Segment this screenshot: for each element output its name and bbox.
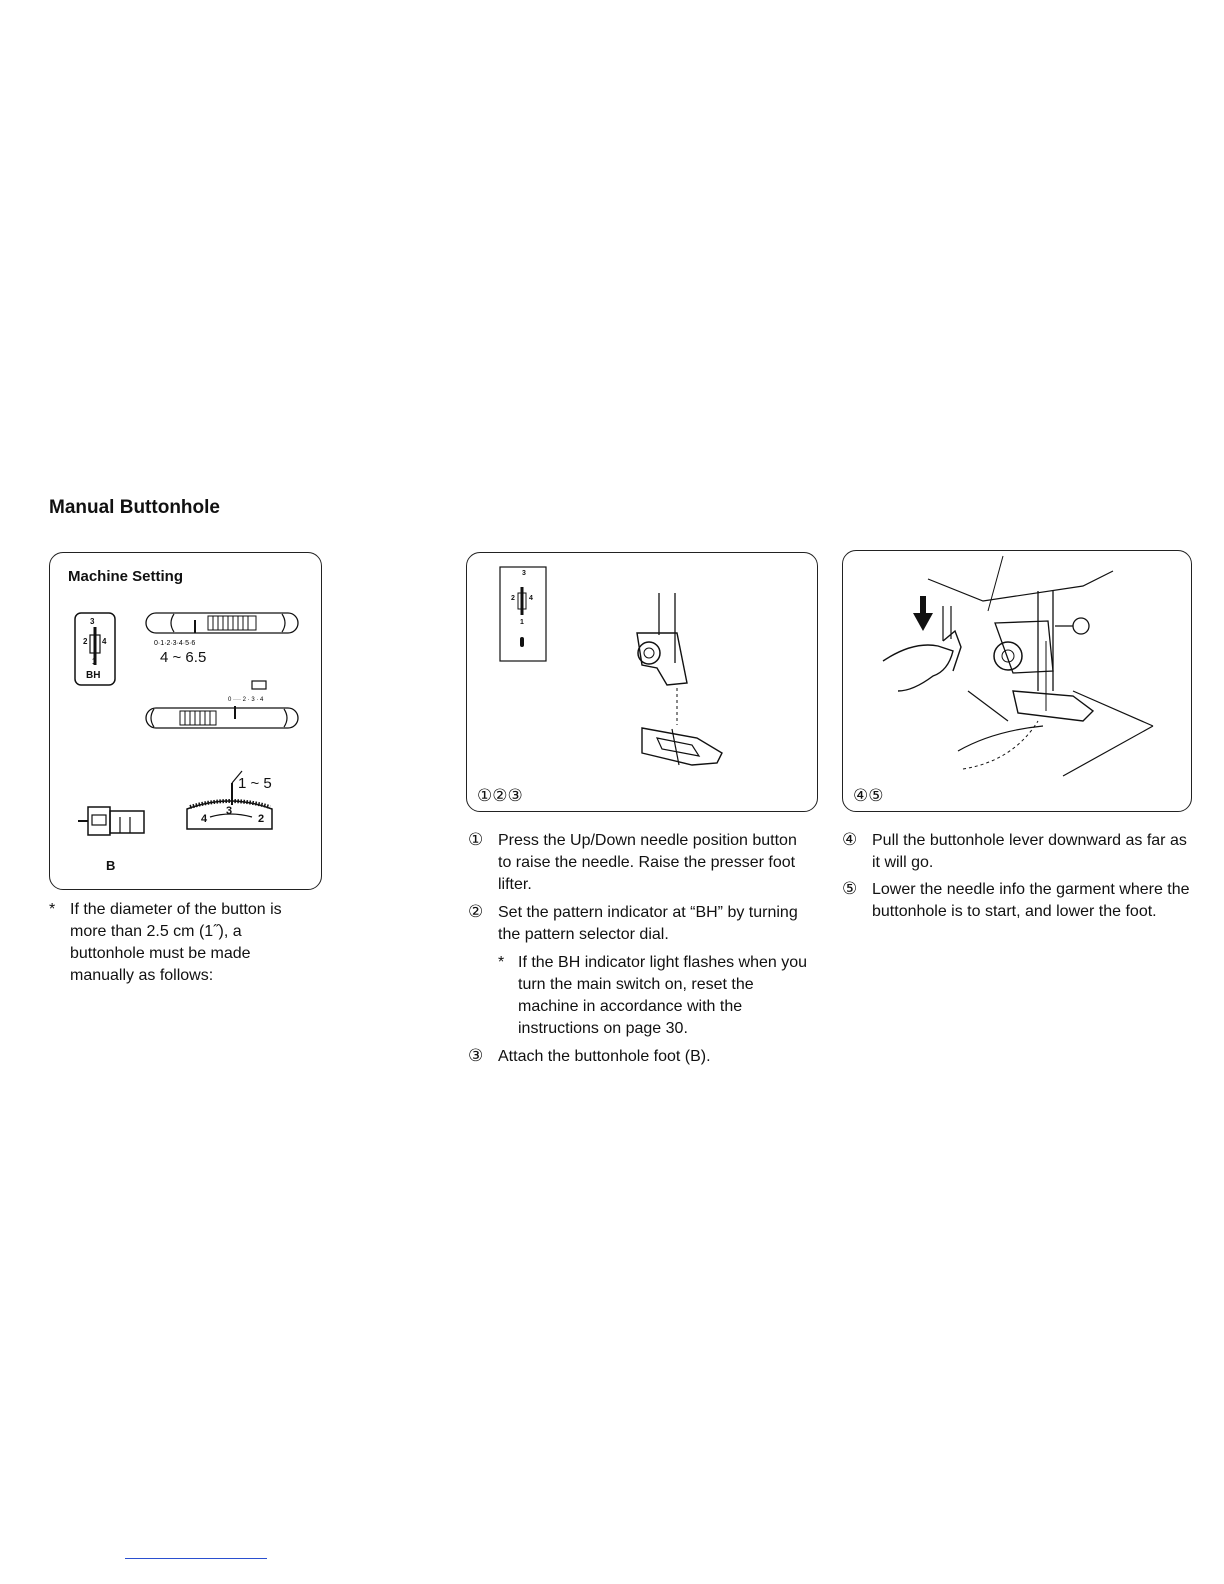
page-title: Manual Buttonhole [49, 497, 220, 518]
step-number: ① [468, 830, 484, 849]
indicator-number-bottom: 1 [92, 657, 97, 666]
indicator-bh-label: BH [86, 670, 101, 681]
note-left [49, 899, 319, 987]
step-number: ③ [468, 1046, 484, 1065]
illustration-panel-steps-1-3 [466, 552, 818, 812]
step-text: Attach the buttonhole foot (B). [498, 1048, 711, 1065]
step-5 [842, 879, 1192, 949]
step-number: ④ [842, 830, 858, 849]
step-4 [842, 830, 1192, 878]
dial-number-2: 2 [258, 813, 265, 825]
buttonhole-lever-illustration [843, 551, 1193, 813]
note-asterisk: * [49, 901, 56, 918]
indicator-number-right: 4 [529, 595, 533, 602]
footer-rule [125, 1558, 267, 1559]
sub-note [498, 952, 818, 1040]
step-2 [468, 902, 818, 950]
step-number: ⑤ [842, 879, 858, 898]
indicator-number-top: 3 [522, 570, 526, 577]
step-number: ② [468, 902, 484, 921]
machine-setting-panel [49, 552, 322, 890]
step-3 [468, 1046, 818, 1072]
indicator-number-bottom: 1 [520, 619, 524, 626]
dial-value: 1 ~ 5 [238, 775, 272, 792]
indicator-number-left: 2 [511, 595, 515, 602]
presser-foot-illustration [467, 553, 819, 813]
machine-setting-illustration [50, 553, 323, 891]
dial-number-3: 3 [226, 805, 233, 817]
step-1 [468, 830, 818, 900]
illustration-panel-steps-4-5 [842, 550, 1192, 812]
step-text: Press the Up/Down needle position button to raise the needle. Raise the presser foot lifter. [498, 832, 797, 893]
note-text: If the diameter of the button is more than 2.5 cm (1˝), a buttonhole must be made manually as follows: [70, 901, 282, 984]
svg-text:0 ···· 2 · 3 · 4: 0 ···· 2 · 3 · 4 [228, 697, 264, 703]
svg-text:0·1·2·3·4·5·6: 0·1·2·3·4·5·6 [154, 640, 196, 647]
indicator-number-top: 3 [90, 617, 95, 626]
machine-setting-heading: Machine Setting [68, 568, 184, 585]
step-text: Pull the buttonhole lever downward as far as it will go. [872, 832, 1187, 871]
stitch-length-value: 4 ~ 6.5 [160, 649, 207, 666]
sub-note-text: If the BH indicator light flashes when you turn the main switch on, reset the machine in accordance with the instructions on page 30. [518, 954, 808, 1037]
step-text: Set the pattern indicator at “BH” by turning the pattern selector dial. [498, 904, 798, 943]
panel-caption-1-3: ①②③ [477, 786, 523, 805]
panel-caption-4-5: ④⑤ [853, 786, 884, 805]
indicator-number-left: 2 [83, 637, 88, 646]
sub-note-asterisk: * [498, 954, 505, 971]
step-text: Lower the needle info the garment where the buttonhole is to start, and lower the foot. [872, 881, 1190, 920]
indicator-number-right: 4 [102, 637, 107, 646]
dial-number-4: 4 [201, 813, 208, 825]
foot-label: B [106, 858, 116, 873]
